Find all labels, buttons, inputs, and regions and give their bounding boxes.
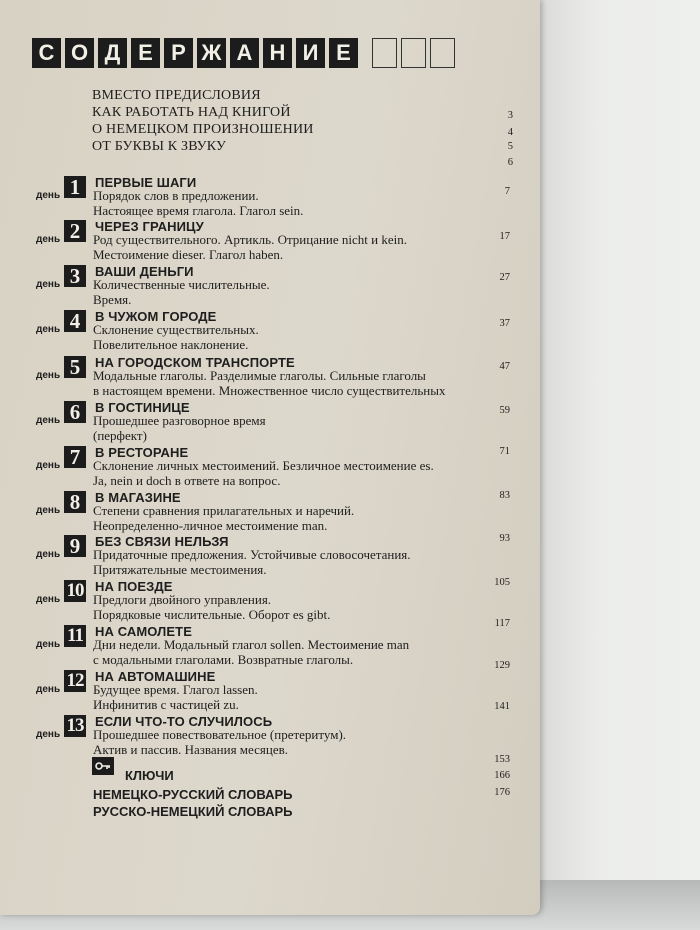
- chapter-title: В МАГАЗИНЕ: [95, 490, 181, 505]
- chapter-title: НА ГОРОДСКОМ ТРАНСПОРТЕ: [95, 355, 295, 370]
- facing-page: [528, 0, 700, 930]
- chapter-topic-line: Степени сравнения прилагательных и наречий.: [93, 503, 355, 518]
- chapter-topic-line: Прошедшее повествовательное (претеритум).: [93, 727, 347, 742]
- chapter-title: ЕСЛИ ЧТО-ТО СЛУЧИЛОСЬ: [95, 714, 273, 729]
- day-label: день: [36, 684, 61, 695]
- page-number: 166: [494, 770, 510, 781]
- page-number: 83: [499, 490, 510, 501]
- intro-item: КАК РАБОТАТЬ НАД КНИГОЙ: [92, 105, 291, 120]
- chapter-title: НА АВТОМАШИНЕ: [95, 669, 216, 684]
- chapter-topic-line: Настоящее время глагола. Глагол sein.: [93, 203, 304, 218]
- chapter-topic-line: Ja, nein и doch в ответе на вопрос.: [93, 473, 281, 488]
- contents-heading: [32, 38, 455, 68]
- heading-empty-box: [401, 38, 426, 68]
- chapter-topic-line: Притяжательные местоимения.: [93, 562, 267, 577]
- day-number-box: 8: [64, 491, 86, 513]
- heading-letter: Ж: [197, 38, 226, 68]
- day-number-box: 7: [64, 446, 86, 468]
- heading-letter: Д: [98, 38, 127, 68]
- chapter-topic-line: Местоимение dieser. Глагол haben.: [93, 247, 284, 262]
- chapter-topic-line: Дни недели. Модальный глагол sollen. Местоимение man: [93, 637, 410, 652]
- page-number: 71: [499, 446, 510, 457]
- heading-letter: И: [296, 38, 325, 68]
- day-label: день: [36, 324, 61, 335]
- day-label: день: [36, 505, 61, 516]
- chapter-topic-line: Время.: [93, 292, 132, 307]
- day-label: день: [36, 729, 61, 740]
- page-number: 6: [507, 157, 513, 168]
- chapter-topic-line: Количественные числительные.: [93, 277, 270, 292]
- chapter-topic-line: Род существительного. Артикль. Отрицание nicht и kein.: [93, 232, 407, 247]
- day-number-box: 11: [64, 625, 86, 647]
- appendix-dictionary-de-ru: НЕМЕЦКО-РУССКИЙ СЛОВАРЬ: [93, 787, 293, 802]
- chapter-topic-line: Придаточные предложения. Устойчивые словосочетания.: [93, 547, 411, 562]
- page-number: 176: [494, 787, 510, 798]
- day-number-box: 9: [64, 535, 86, 557]
- heading-letter: Е: [131, 38, 160, 68]
- chapter-topic-line: Актив и пассив. Названия месяцев.: [93, 742, 288, 757]
- page-number: 37: [499, 318, 510, 329]
- day-number-box: 2: [64, 220, 86, 242]
- heading-empty-box: [430, 38, 455, 68]
- page-number: 93: [499, 533, 510, 544]
- day-label: день: [36, 234, 61, 245]
- appendix-keys: КЛЮЧИ: [125, 768, 174, 783]
- page-number: 17: [499, 231, 510, 242]
- day-label: день: [36, 549, 61, 560]
- chapter-topic-line: Неопределенно-личное местоимение man.: [93, 518, 328, 533]
- chapter-title: НА ПОЕЗДЕ: [95, 579, 173, 594]
- chapter-title: В ГОСТИНИЦЕ: [95, 400, 190, 415]
- chapter-title: ПЕРВЫЕ ШАГИ: [95, 175, 197, 190]
- chapter-topic-line: Повелительное наклонение.: [93, 337, 249, 352]
- day-number-box: 13: [64, 715, 86, 737]
- chapter-topic-line: Будущее время. Глагол lassen.: [93, 682, 258, 697]
- day-label: день: [36, 190, 61, 201]
- day-label: день: [36, 279, 61, 290]
- page-number: 105: [494, 577, 510, 588]
- heading-letter: Н: [263, 38, 292, 68]
- page-number: 141: [494, 701, 510, 712]
- intro-item: ОТ БУКВЫ К ЗВУКУ: [92, 139, 227, 154]
- intro-item: ВМЕСТО ПРЕДИСЛОВИЯ: [92, 88, 261, 103]
- heading-letter: Р: [164, 38, 193, 68]
- chapter-title: ЧЕРЕЗ ГРАНИЦУ: [95, 219, 204, 234]
- day-number-box: 1: [64, 176, 86, 198]
- page-number: 5: [507, 141, 513, 152]
- chapter-topic-line: (перфект): [93, 428, 147, 443]
- day-label: день: [36, 460, 61, 471]
- day-number-box: 4: [64, 310, 86, 332]
- day-number-box: 5: [64, 356, 86, 378]
- day-label: день: [36, 370, 61, 381]
- day-label: день: [36, 639, 61, 650]
- page-number: 153: [494, 754, 510, 765]
- key-icon: [92, 757, 114, 775]
- heading-empty-box: [372, 38, 397, 68]
- day-label: день: [36, 415, 61, 426]
- page-number: 59: [499, 405, 510, 416]
- chapter-topic-line: Предлоги двойного управления.: [93, 592, 272, 607]
- day-number-box: 6: [64, 401, 86, 423]
- page-number: 27: [499, 272, 510, 283]
- chapter-title: НА САМОЛЕТЕ: [95, 624, 192, 639]
- chapter-topic-line: с модальными глаголами. Возвратные глаголы.: [93, 652, 354, 667]
- chapter-title: БЕЗ СВЯЗИ НЕЛЬЗЯ: [95, 534, 229, 549]
- appendix-dictionary-ru-de: РУССКО-НЕМЕЦКИЙ СЛОВАРЬ: [93, 804, 293, 819]
- heading-letter: О: [65, 38, 94, 68]
- day-label: день: [36, 594, 61, 605]
- intro-item: О НЕМЕЦКОМ ПРОИЗНОШЕНИИ: [92, 122, 314, 137]
- chapter-topic-line: Склонение личных местоимений. Безличное местоимение es.: [93, 458, 434, 473]
- page-number: 7: [504, 186, 510, 197]
- page-number: 47: [499, 361, 510, 372]
- day-number-box: 10: [64, 580, 86, 602]
- chapter-topic-line: Инфинитив с частицей zu.: [93, 697, 239, 712]
- page-number: 4: [507, 127, 513, 138]
- heading-letter: Е: [329, 38, 358, 68]
- chapter-title: В РЕСТОРАНЕ: [95, 445, 189, 460]
- day-number-box: 3: [64, 265, 86, 287]
- day-number-box: 12: [64, 670, 86, 692]
- chapter-topic-line: Порядковые числительные. Оборот es gibt.: [93, 607, 331, 622]
- heading-letter: А: [230, 38, 259, 68]
- chapter-topic-line: Склонение существительных.: [93, 322, 259, 337]
- chapter-title: ВАШИ ДЕНЬГИ: [95, 264, 194, 279]
- chapter-topic-line: Модальные глаголы. Разделимые глаголы. Сильные глаголы: [93, 368, 426, 383]
- heading-letter: С: [32, 38, 61, 68]
- chapter-topic-line: Прошедшее разговорное время: [93, 413, 266, 428]
- page-number: 129: [494, 660, 510, 671]
- chapter-topic-line: в настоящем времени. Множественное число существительных: [93, 383, 446, 398]
- page-number: 117: [494, 618, 510, 629]
- chapter-topic-line: Порядок слов в предложении.: [93, 188, 259, 203]
- page-number: 3: [507, 110, 513, 121]
- chapter-title: В ЧУЖОМ ГОРОДЕ: [95, 309, 217, 324]
